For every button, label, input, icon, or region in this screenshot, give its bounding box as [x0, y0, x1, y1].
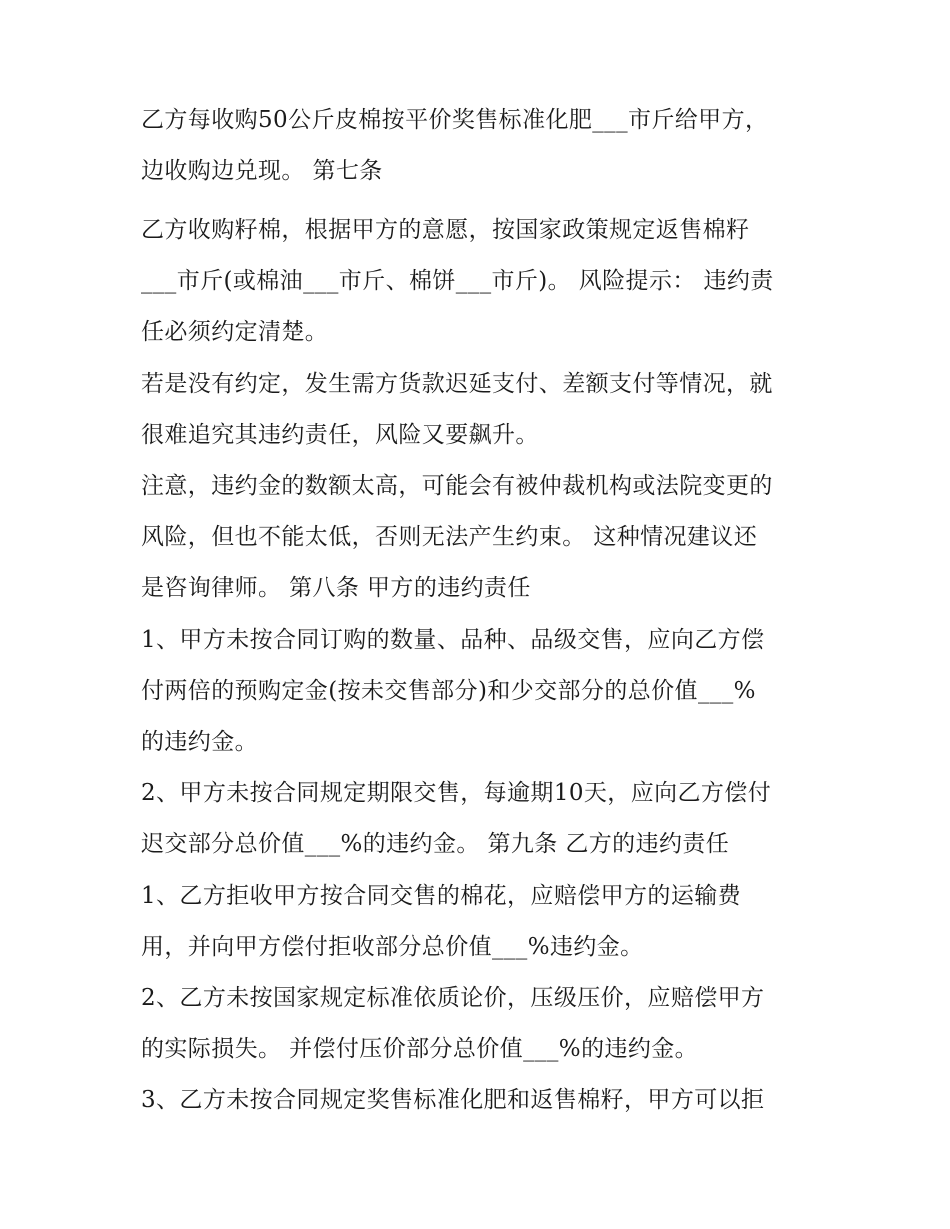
- text-line: 付两倍的预购定金(按未交售部分)和少交部分的总价值___%: [141, 678, 756, 704]
- text-line: 的违约金。: [141, 729, 258, 755]
- text-line: 1、甲方未按合同订购的数量、品种、品级交售，应向乙方偿: [141, 627, 765, 653]
- text-line: 2、甲方未按合同规定期限交售，每逾期10天，应向乙方偿付: [141, 780, 772, 806]
- text-line: 2、乙方未按国家规定标准依质论价，压级压价，应赔偿甲方: [141, 985, 765, 1011]
- text-line: 1、乙方拒收甲方按合同交售的棉花，应赔偿甲方的运输费: [141, 883, 742, 909]
- text-line: 用，并向甲方偿付拒收部分总价值___%违约金。: [141, 934, 644, 960]
- text-line: 3、乙方未按合同规定奖售标准化肥和返售棉籽，甲方可以拒: [141, 1087, 765, 1113]
- text-line: 乙方每收购50公斤皮棉按平价奖售标准化肥___市斤给甲方，: [141, 107, 769, 133]
- text-line: 注意，违约金的数额太高，可能会有被仲裁机构或法院变更的: [141, 473, 773, 499]
- text-line: 边收购边兑现。 第七条: [141, 158, 383, 184]
- text-line: 迟交部分总价值___%的违约金。 第九条 乙方的违约责任: [141, 831, 730, 857]
- text-line: 若是没有约定，发生需方货款迟延支付、差额支付等情况，就: [141, 371, 773, 397]
- text-line: 风险，但也不能太低，否则无法产生约束。 这种情况建议还: [141, 524, 758, 550]
- text-line: 很难追究其违约责任，风险又要飙升。: [141, 422, 539, 448]
- text-line: 的实际损失。 并偿付压价部分总价值___%的违约金。: [141, 1036, 699, 1062]
- text-line: 是咨询律师。 第八条 甲方的违约责任: [141, 575, 531, 601]
- text-line: ___市斤(或棉油___市斤、棉饼___市斤)。 风险提示： 违约责: [141, 268, 774, 294]
- text-line: 任必须约定清楚。: [141, 319, 329, 345]
- text-line: 乙方收购籽棉，根据甲方的意愿，按国家政策规定返售棉籽: [141, 217, 750, 243]
